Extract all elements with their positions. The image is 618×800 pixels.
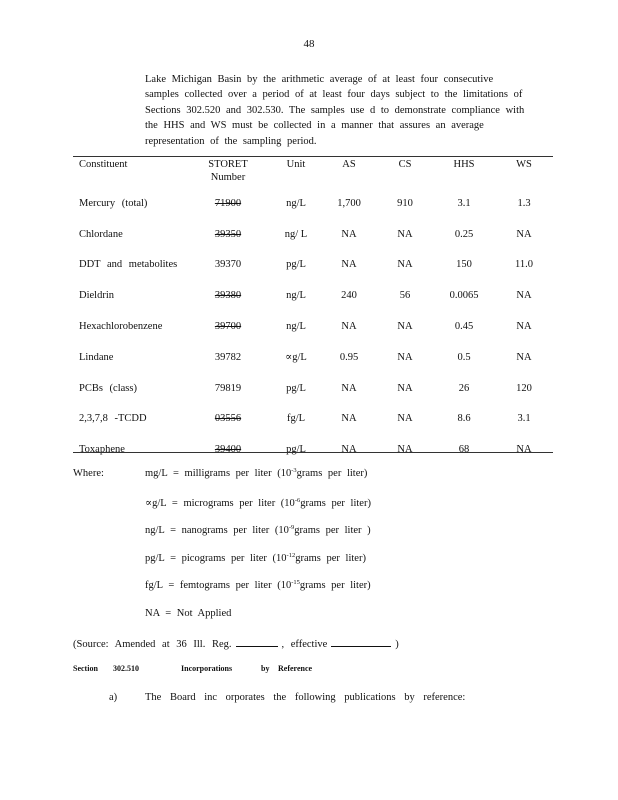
effective-blank — [331, 636, 391, 647]
cell-hhs: 0.25 — [454, 228, 474, 240]
cell-unit: fg/L — [286, 413, 306, 425]
definition-text: grams per liter ) — [294, 525, 371, 536]
cell-as: NA — [341, 382, 357, 394]
cell-as: NA — [341, 228, 357, 240]
definition-text: grams per liter) — [300, 498, 371, 509]
cell-constituent: Chlordane — [79, 228, 123, 240]
table-row — [73, 404, 553, 435]
cell-constituent: 2,3,7,8 -TCDD — [79, 413, 147, 425]
header-storet — [185, 158, 271, 188]
storet-number-struck: 03556 — [214, 413, 242, 425]
cell-storet — [185, 404, 271, 435]
table-row — [73, 434, 553, 465]
cell-constituent: Lindane — [79, 351, 114, 363]
cell-as: 240 — [341, 290, 357, 302]
where-label: Where: — [73, 468, 104, 479]
cell-as: NA — [341, 321, 357, 333]
definition-text: pg/L = picograms per liter (10 — [145, 553, 287, 564]
table-top-rule — [73, 156, 553, 157]
cell-ws: 3.1 — [517, 413, 531, 425]
definition-text: mg/L = milligrams per liter (10 — [145, 468, 292, 479]
intro-line: the HHS and WS must be collected in a manner that assures an average — [145, 120, 484, 132]
cell-hhs: 26 — [458, 382, 470, 394]
cell-as: 0.95 — [339, 351, 359, 363]
section-title-word: Reference — [278, 664, 313, 673]
cell-unit: pg/L — [286, 259, 306, 271]
cell-constituent: Toxaphene — [79, 444, 125, 456]
reg-blank — [236, 636, 278, 647]
cell-hhs: 0.45 — [454, 321, 474, 333]
storet-number-struck: 39350 — [214, 228, 242, 240]
cell-unit: ng/ L — [284, 228, 308, 240]
cell-unit: ng/L — [286, 197, 306, 209]
header-cs: CS — [398, 159, 412, 170]
section-title-word: Incorporations — [181, 664, 233, 673]
cell-unit: pg/L — [286, 444, 306, 456]
source-text: (Source: Amended at 36 Ill. Reg. — [73, 639, 232, 650]
storet-number-struck: 39700 — [214, 321, 242, 333]
table-header-row — [73, 158, 553, 188]
cell-hhs: 3.1 — [457, 197, 471, 209]
cell-constituent: Hexachlorobenzene — [79, 321, 163, 333]
cell-as: NA — [341, 413, 357, 425]
cell-hhs: 150 — [456, 259, 472, 271]
cell-as: NA — [341, 444, 357, 456]
header-ws: WS — [516, 159, 532, 170]
cell-constituent: PCBs (class) — [79, 382, 137, 394]
cell-cs: 910 — [397, 197, 413, 209]
criteria-table — [73, 158, 553, 465]
section-title-word: by — [261, 664, 270, 673]
cell-storet: 39782 — [214, 351, 242, 363]
cell-storet — [185, 311, 271, 342]
cell-ws: 120 — [516, 382, 532, 394]
storet-number-struck: 39400 — [214, 444, 242, 456]
cell-storet: 79819 — [214, 382, 242, 394]
definition-text: grams per liter) — [299, 580, 371, 591]
cell-unit: pg/L — [286, 382, 306, 394]
definition-text: fg/L = femtograms per liter (10 — [145, 580, 292, 591]
source-text: ) — [395, 639, 399, 650]
cell-ws: NA — [516, 444, 532, 456]
intro-line: Sections 302.520 and 302.530. The samples use d to demonstrate compliance with — [145, 104, 525, 116]
cell-hhs: 8.6 — [457, 413, 471, 425]
definition-exponent: -9 — [288, 524, 295, 531]
cell-unit: ng/L — [286, 290, 306, 302]
cell-cs: NA — [397, 259, 413, 271]
source-note — [73, 636, 399, 650]
table-bottom-rule — [73, 452, 553, 453]
table-row — [73, 342, 553, 373]
cell-ws: NA — [516, 351, 532, 363]
cell-ws: NA — [516, 321, 532, 333]
header-hhs: HHS — [453, 159, 475, 170]
cell-storet — [185, 188, 271, 219]
table-row — [73, 250, 553, 281]
page-number: 48 — [303, 38, 315, 50]
item-a-text: The Board inc orporates the following publications by reference: — [145, 692, 466, 703]
cell-cs: NA — [397, 228, 413, 240]
table-row — [73, 280, 553, 311]
cell-ws: 1.3 — [517, 197, 531, 209]
cell-constituent: Mercury (total) — [79, 197, 148, 209]
section-number: 302.510 — [113, 664, 139, 673]
header-constituent: Constituent — [79, 159, 128, 170]
cell-storet: 39370 — [214, 259, 242, 271]
header-as: AS — [342, 159, 356, 170]
cell-cs: NA — [397, 382, 413, 394]
cell-storet — [185, 219, 271, 250]
definition-exponent: -15 — [291, 579, 300, 586]
intro-line: samples collected over a period of at least four days subject to the limitations of — [145, 89, 523, 101]
cell-ws: NA — [516, 228, 532, 240]
cell-constituent: DDT and metabolites — [79, 259, 178, 271]
section-label: Section — [73, 664, 98, 673]
cell-cs: NA — [397, 413, 413, 425]
definition-text: ng/L = nanograms per liter (10 — [145, 525, 289, 536]
table-row — [73, 311, 553, 342]
definition-ng — [145, 525, 371, 536]
header-storet-label: STORET Number — [208, 159, 248, 183]
header-unit: Unit — [286, 159, 306, 170]
definition-pg — [145, 553, 366, 564]
cell-unit: ∝g/L — [285, 352, 307, 364]
definition-exponent: -12 — [286, 552, 296, 559]
table-row — [73, 373, 553, 404]
cell-as: NA — [341, 259, 357, 271]
definition-na: NA = Not Applied — [145, 608, 232, 619]
definition-fg — [145, 580, 371, 591]
definition-mg — [145, 468, 367, 479]
intro-line: Lake Michigan Basin by the arithmetic average of at least four consecutive — [145, 74, 494, 85]
definition-exponent: -6 — [294, 497, 301, 504]
definition-ug — [145, 497, 371, 509]
cell-ws: NA — [516, 290, 532, 302]
table-row — [73, 188, 553, 219]
cell-unit: ng/L — [286, 321, 306, 333]
definition-text: ∝g/L = micrograms per liter (10 — [145, 498, 295, 509]
cell-hhs: 68 — [458, 444, 470, 456]
definition-exponent: -3 — [291, 467, 297, 474]
cell-cs: NA — [397, 321, 413, 333]
intro-paragraph — [145, 72, 545, 149]
cell-as: 1,700 — [337, 197, 361, 209]
cell-ws: 11.0 — [515, 259, 533, 271]
cell-hhs: 0.0065 — [449, 290, 479, 302]
table-row — [73, 219, 553, 250]
cell-hhs: 0.5 — [457, 351, 471, 363]
cell-cs: NA — [397, 444, 413, 456]
cell-constituent: Dieldrin — [79, 290, 114, 302]
intro-line: representation of the sampling period. — [145, 135, 317, 147]
storet-number-struck: 39380 — [214, 290, 242, 302]
cell-storet — [185, 280, 271, 311]
item-a-label: a) — [109, 692, 118, 703]
definition-text: grams per liter) — [296, 468, 368, 479]
cell-storet — [185, 434, 271, 465]
definition-text: grams per liter) — [295, 553, 366, 564]
cell-cs: 56 — [399, 290, 411, 302]
storet-number-struck: 71900 — [214, 197, 242, 209]
cell-cs: NA — [397, 351, 413, 363]
source-text: , effective — [281, 639, 328, 650]
